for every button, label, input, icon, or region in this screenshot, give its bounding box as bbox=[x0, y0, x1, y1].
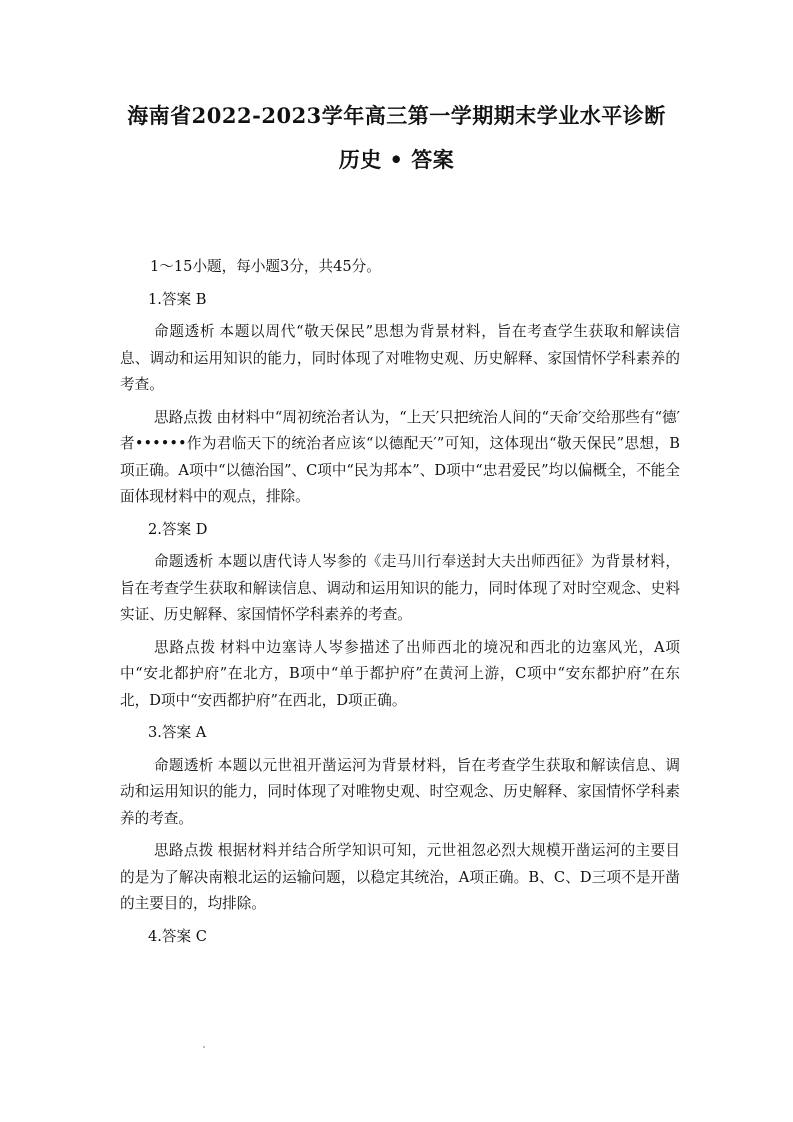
analysis-paragraph bbox=[120, 753, 680, 833]
hint-paragraph bbox=[120, 838, 680, 918]
analysis-text: 本题以元世祖开凿运河为背景材料，旨在考查学生获取和解读信息、调动和运用知识的能力，同时体现了对唯物史观、时空观念、历史解释、家国情怀学科素养的考查。 bbox=[120, 756, 680, 827]
hint-label: 思路点拨 bbox=[154, 638, 216, 656]
intro-line: 1～15小题，每小题3分，共45分。 bbox=[150, 258, 381, 275]
answer-line: 1.答案 B bbox=[148, 290, 207, 308]
analysis-text: 本题以周代“敬天保民”思想为背景材料，旨在考查学生获取和解读信息、调动和运用知识的能力，同时体现了对唯物史观、历史解释、家国情怀学科素养的考查。 bbox=[120, 323, 680, 393]
analysis-text: 本题以唐代诗人岑参的《走马川行奉送封大夫出师西征》为背景材料，旨在考查学生获取和解读信息、调动和运用知识的能力，同时体现了对时空观念、史料实证、历史解释、家国情怀学科素养的考查。 bbox=[120, 553, 680, 623]
hint-paragraph bbox=[120, 635, 680, 715]
hint-paragraph bbox=[120, 405, 680, 511]
answer-line: 2.答案 D bbox=[148, 520, 208, 538]
document-subtitle: 历史 • 答案 bbox=[338, 147, 455, 172]
hint-text: 由材料中“周初统治者认为，“上天′只把统治人间的“天命′交给那些有“德′者••••••作为君临天下的统治者应该“以德配天′”可知，这体现出“敬天保民”思想，B项正确。A项中“以德治国”、C项中“民为邦本”、D项中“忠君爱民”均以偏概全，不能全面体现材料中的观点，排除。 bbox=[120, 408, 680, 505]
analysis-paragraph bbox=[120, 319, 680, 399]
document-title: 海南省2022-2023学年高三第一学期期末学业水平诊断 bbox=[127, 103, 666, 128]
analysis-paragraph bbox=[120, 549, 680, 629]
hint-text: 根据材料并结合所学知识可知，元世祖忽必烈大规模开凿运河的主要目的是为了解决南粮北运的运输问题，以稳定其统治，A项正确。B、C、D三项不是开凿的主要目的，均排除。 bbox=[120, 842, 680, 912]
answer-line: 4.答案 C bbox=[148, 927, 207, 945]
footer-dot bbox=[203, 1046, 205, 1048]
analysis-label: 命题透析 bbox=[154, 323, 216, 340]
hint-text: 材料中边塞诗人岑参描述了出师西北的境况和西北的边塞风光，A项中“安北都护府”在北方，B项中“单于都护府”在黄河上游，C项中“安东都护府”在东北，D项中“安西都护府”在西北，D项正确。 bbox=[120, 638, 680, 709]
analysis-label: 命题透析 bbox=[154, 756, 214, 774]
document-body bbox=[120, 254, 680, 956]
analysis-label: 命题透析 bbox=[154, 553, 214, 570]
answer-line: 3.答案 A bbox=[148, 724, 207, 741]
hint-label: 思路点拨 bbox=[154, 408, 213, 426]
hint-label: 思路点拨 bbox=[154, 842, 214, 859]
